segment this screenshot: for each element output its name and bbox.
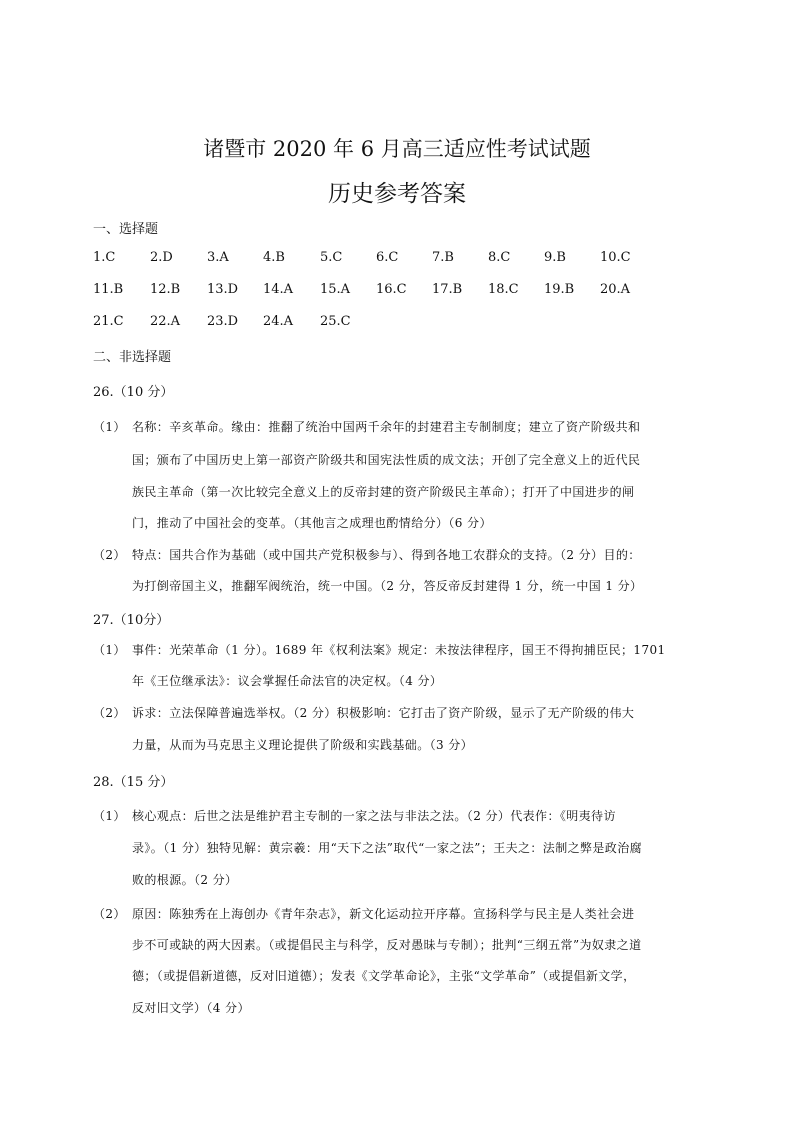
q27-part2-number: （2） bbox=[93, 706, 126, 720]
mc-answer: 3.A bbox=[207, 250, 229, 265]
q26-part2-number: （2） bbox=[93, 548, 126, 562]
q28-part2-line: 步不可或缺的两大因素。（或提倡民主与科学，反对愚昧与专制）；批判“三纲五常”为奴隶之道 bbox=[132, 938, 642, 952]
mc-answer: 11.B bbox=[93, 282, 124, 297]
mc-answer: 23.D bbox=[207, 314, 239, 329]
mc-answer: 22.A bbox=[150, 314, 181, 329]
mc-answer: 19.B bbox=[544, 282, 575, 297]
mc-answer: 13.D bbox=[207, 282, 239, 297]
mc-answer: 21.C bbox=[93, 314, 124, 329]
q27-part1-line: 年《王位继承法》：议会掌握任命法官的决定权。（4 分） bbox=[132, 674, 443, 688]
q26-part1-line: 门，推动了中国社会的变革。（其他言之成理也酌情给分）（6 分） bbox=[132, 516, 492, 530]
q26-part2-line: 为打倒帝国主义，推翻军阀统治，统一中国。（2 分，答反帝反封建得 1 分，统一中国 1 分） bbox=[132, 579, 643, 593]
q28-part2-line: 原因：陈独秀在上海创办《青年杂志》，新文化运动拉开序幕。宣扬科学与民主是人类社会进 bbox=[132, 907, 635, 921]
q27-part1-number: （1） bbox=[93, 643, 126, 657]
mc-answer: 14.A bbox=[263, 282, 294, 297]
section-heading-choice: 一、选择题 bbox=[93, 222, 159, 237]
q28-part1-line: 录》。（1 分）独特见解：黄宗羲：用“天下之法”取代“一家之法”；王夫之：法制之弊是政治腐 bbox=[132, 841, 642, 855]
mc-answer: 5.C bbox=[320, 250, 343, 265]
mc-answer: 4.B bbox=[263, 250, 285, 265]
q28-part1-line: 核心观点：后世之法是维护君主专制的一家之法与非法之法。（2 分）代表作：《明夷待访 bbox=[132, 809, 616, 823]
mc-answer: 25.C bbox=[320, 314, 351, 329]
page-subtitle: 历史参考答案 bbox=[328, 181, 466, 207]
q27-part2-line: 诉求：立法保障普遍选举权。（2 分）积极影响：它打击了资产阶级，显示了无产阶级的伟大 bbox=[132, 706, 635, 720]
mc-answer: 7.B bbox=[432, 250, 454, 265]
mc-answer: 18.C bbox=[488, 282, 519, 297]
mc-answer: 9.B bbox=[544, 250, 566, 265]
q27-part1-line: 事件：光荣革命（1 分）。1689 年《权利法案》规定：未按法律程序，国王不得拘捕臣民；1701 bbox=[132, 643, 666, 657]
question-28-header: 28.（15 分） bbox=[93, 775, 174, 790]
question-26-header: 26.（10 分） bbox=[93, 385, 174, 400]
mc-answer: 2.D bbox=[150, 250, 173, 265]
mc-answer: 1.C bbox=[93, 250, 116, 265]
mc-answer: 16.C bbox=[376, 282, 407, 297]
q26-part1-line: 国；颁布了中国历史上第一部资产阶级共和国宪法性质的成文法；开创了完全意义上的近代民 bbox=[132, 453, 641, 467]
q26-part1-line: 族民主革命（第一次比较完全意义上的反帝封建的资产阶级民主革命）；打开了中国进步的闸 bbox=[132, 485, 635, 499]
q26-part1-number: （1） bbox=[93, 420, 126, 434]
q27-part2-line: 力量，从而为马克思主义理论提供了阶级和实践基础。（3 分） bbox=[132, 738, 474, 752]
mc-answer: 8.C bbox=[488, 250, 511, 265]
mc-answer: 10.C bbox=[600, 250, 631, 265]
q26-part2-line: 特点：国共合作为基础（或中国共产党积极参与）、得到各地工农群众的支持。（2 分）目的： bbox=[132, 548, 641, 562]
q28-part1-number: （1） bbox=[93, 809, 126, 823]
page-title: 诸暨市 2020 年 6 月高三适应性考试试题 bbox=[203, 137, 591, 161]
mc-answer: 12.B bbox=[150, 282, 181, 297]
q28-part2-line: 反对旧文学）（4 分） bbox=[132, 1001, 250, 1015]
mc-answer: 20.A bbox=[600, 282, 631, 297]
mc-answer: 15.A bbox=[320, 282, 351, 297]
mc-answer: 17.B bbox=[432, 282, 463, 297]
q26-part1-line: 名称：辛亥革命。缘由：推翻了统治中国两千余年的封建君主专制制度；建立了资产阶级共和 bbox=[132, 420, 641, 434]
mc-answer: 6.C bbox=[376, 250, 399, 265]
q28-part2-number: （2） bbox=[93, 907, 126, 921]
mc-answer: 24.A bbox=[263, 314, 294, 329]
q28-part1-line: 败的根源。（2 分） bbox=[132, 873, 238, 887]
section-heading-nonchoice: 二、非选择题 bbox=[93, 350, 172, 365]
question-27-header: 27.（10分） bbox=[93, 613, 170, 628]
q28-part2-line: 德；（或提倡新道德，反对旧道德）；发表《文学革命论》，主张“文学革命”（或提倡新文学， bbox=[132, 969, 636, 983]
